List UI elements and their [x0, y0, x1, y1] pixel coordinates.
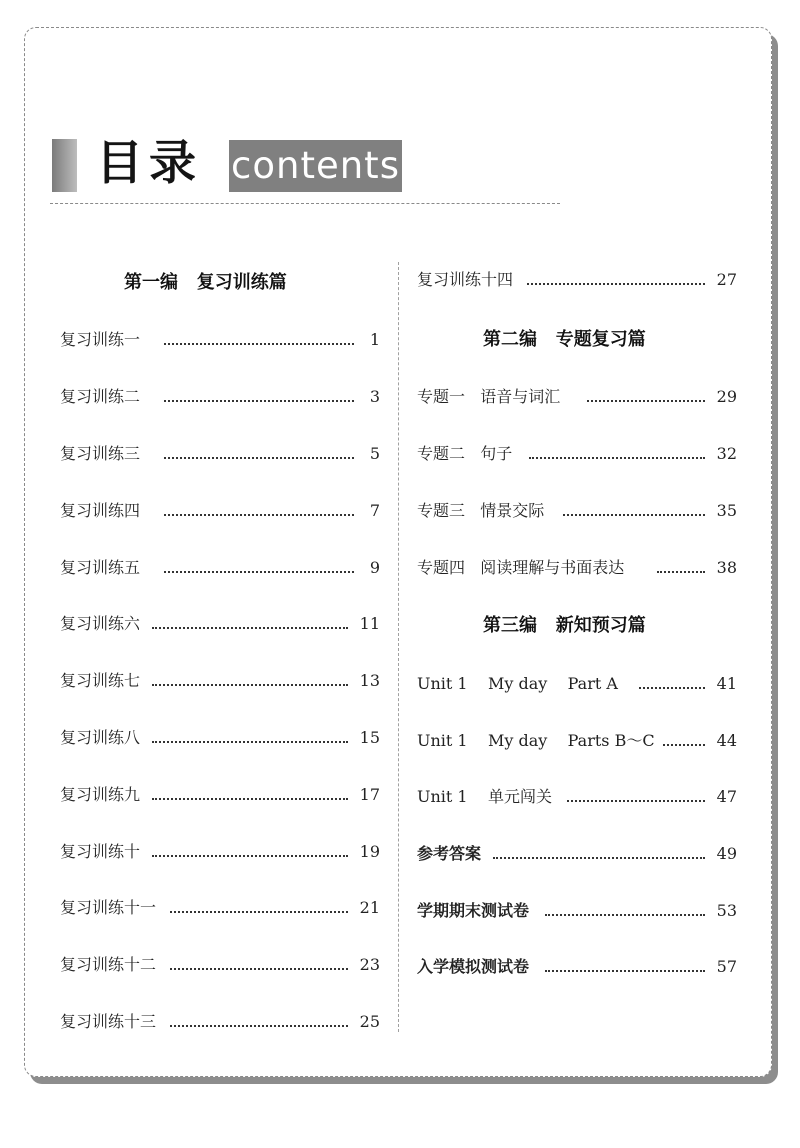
- toc-entry[interactable]: [417, 842, 737, 866]
- toc-entry[interactable]: [417, 499, 737, 523]
- toc-entry-page: 7: [369, 501, 380, 520]
- toc-entry-page: 38: [716, 558, 737, 577]
- toc-entry-label: Unit 1 单元闯关: [417, 787, 552, 806]
- toc-entry-page: 23: [359, 955, 380, 974]
- toc-entry[interactable]: [60, 669, 380, 693]
- toc-entry[interactable]: [60, 328, 380, 352]
- toc-entry-label: 专题二 句子: [417, 444, 513, 463]
- toc-entry[interactable]: [417, 672, 737, 696]
- leader-dots: [152, 855, 348, 857]
- toc-entry[interactable]: [417, 268, 737, 292]
- toc-entry-label: 复习训练三: [60, 444, 141, 463]
- leader-dots: [152, 627, 348, 629]
- page-title: 目录: [96, 136, 202, 191]
- toc-entry[interactable]: [60, 499, 380, 523]
- toc-entry[interactable]: [60, 556, 380, 580]
- section-heading-part2: 第二编 专题复习篇: [483, 329, 646, 350]
- toc-entry-page: 11: [359, 614, 380, 633]
- toc-entry-label: 复习训练六: [60, 614, 141, 633]
- toc-entry-page: 25: [359, 1012, 380, 1031]
- leader-dots: [545, 914, 705, 916]
- leader-dots: [563, 514, 705, 516]
- toc-entry-label: 复习训练十: [60, 842, 141, 861]
- toc-entry-page: 53: [716, 901, 737, 920]
- leader-dots: [527, 283, 705, 285]
- toc-entry-label: 复习训练十二: [60, 955, 157, 974]
- toc-entry-label: Unit 1 My day Part A: [417, 674, 618, 693]
- leader-dots: [164, 457, 354, 459]
- toc-entry[interactable]: [417, 785, 737, 809]
- leader-dots: [152, 798, 348, 800]
- page-title-english: contents: [229, 140, 402, 192]
- title-accent-bar: [52, 139, 77, 192]
- leader-dots: [657, 571, 705, 573]
- toc-entry-page: 1: [369, 330, 380, 349]
- leader-dots: [170, 911, 348, 913]
- toc-entry[interactable]: [60, 896, 380, 920]
- toc-entry-page: 29: [716, 387, 737, 406]
- toc-entry-page: 35: [716, 501, 737, 520]
- section-heading-part1: 第一编 复习训练篇: [124, 272, 287, 293]
- leader-dots: [164, 343, 354, 345]
- toc-entry-page: 3: [369, 387, 380, 406]
- toc-entry-label: 学期期末测试卷: [417, 901, 530, 920]
- toc-entry[interactable]: [60, 726, 380, 750]
- leader-dots: [639, 687, 705, 689]
- toc-entry-page: 32: [716, 444, 737, 463]
- leader-dots: [170, 968, 348, 970]
- leader-dots: [164, 571, 354, 573]
- toc-entry[interactable]: [417, 899, 737, 923]
- toc-entry-label: 复习训练五: [60, 558, 141, 577]
- toc-entry-page: 17: [359, 785, 380, 804]
- leader-dots: [587, 400, 705, 402]
- toc-entry-page: 27: [716, 270, 737, 289]
- toc-entry[interactable]: [60, 840, 380, 864]
- leader-dots: [493, 857, 705, 859]
- toc-entry-page: 9: [369, 558, 380, 577]
- toc-entry[interactable]: [417, 442, 737, 466]
- toc-entry-page: 41: [716, 674, 737, 693]
- leader-dots: [164, 514, 354, 516]
- toc-entry[interactable]: [417, 556, 737, 580]
- leader-dots: [152, 741, 348, 743]
- toc-entry-page: 19: [359, 842, 380, 861]
- toc-entry-label: 专题三 情景交际: [417, 501, 545, 520]
- toc-entry-label: 复习训练四: [60, 501, 141, 520]
- toc-entry-label: 复习训练八: [60, 728, 141, 747]
- leader-dots: [152, 684, 348, 686]
- toc-entry-label: 复习训练一: [60, 330, 141, 349]
- leader-dots: [170, 1025, 348, 1027]
- toc-entry-page: 15: [359, 728, 380, 747]
- toc-entry[interactable]: [60, 953, 380, 977]
- toc-entry-page: 57: [716, 957, 737, 976]
- toc-entry-label: Unit 1 My day Parts B～C: [417, 731, 655, 750]
- section-heading-part3: 第三编 新知预习篇: [483, 615, 646, 636]
- toc-entry-page: 47: [716, 787, 737, 806]
- toc-entry[interactable]: [60, 783, 380, 807]
- leader-dots: [164, 400, 354, 402]
- toc-entry-label: 复习训练二: [60, 387, 141, 406]
- toc-entry-label: 专题四 阅读理解与书面表达: [417, 558, 625, 577]
- toc-entry-label: 复习训练七: [60, 671, 141, 690]
- toc-entry[interactable]: [417, 385, 737, 409]
- toc-entry-label: 复习训练九: [60, 785, 141, 804]
- toc-entry[interactable]: [417, 729, 737, 753]
- toc-entry-page: 49: [716, 844, 737, 863]
- toc-entry-label: 复习训练十三: [60, 1012, 157, 1031]
- toc-entry[interactable]: [60, 1010, 380, 1034]
- toc-entry-page: 44: [716, 731, 737, 750]
- toc-entry[interactable]: [417, 955, 737, 979]
- toc-entry[interactable]: [60, 385, 380, 409]
- column-divider: [398, 262, 399, 1032]
- leader-dots: [529, 457, 705, 459]
- toc-entry-label: 复习训练十一: [60, 898, 157, 917]
- toc-entry-page: 13: [359, 671, 380, 690]
- leader-dots: [545, 970, 705, 972]
- title-divider: [50, 203, 560, 204]
- leader-dots: [567, 800, 705, 802]
- toc-entry-label: 专题一 语音与词汇: [417, 387, 561, 406]
- toc-entry[interactable]: [60, 612, 380, 636]
- leader-dots: [663, 744, 705, 746]
- toc-entry-label: 入学模拟测试卷: [417, 957, 530, 976]
- toc-entry-page: 21: [359, 898, 380, 917]
- toc-entry-label: 复习训练十四: [417, 270, 514, 289]
- toc-entry-page: 5: [369, 444, 380, 463]
- toc-entry-label: 参考答案: [417, 844, 482, 863]
- toc-entry[interactable]: [60, 442, 380, 466]
